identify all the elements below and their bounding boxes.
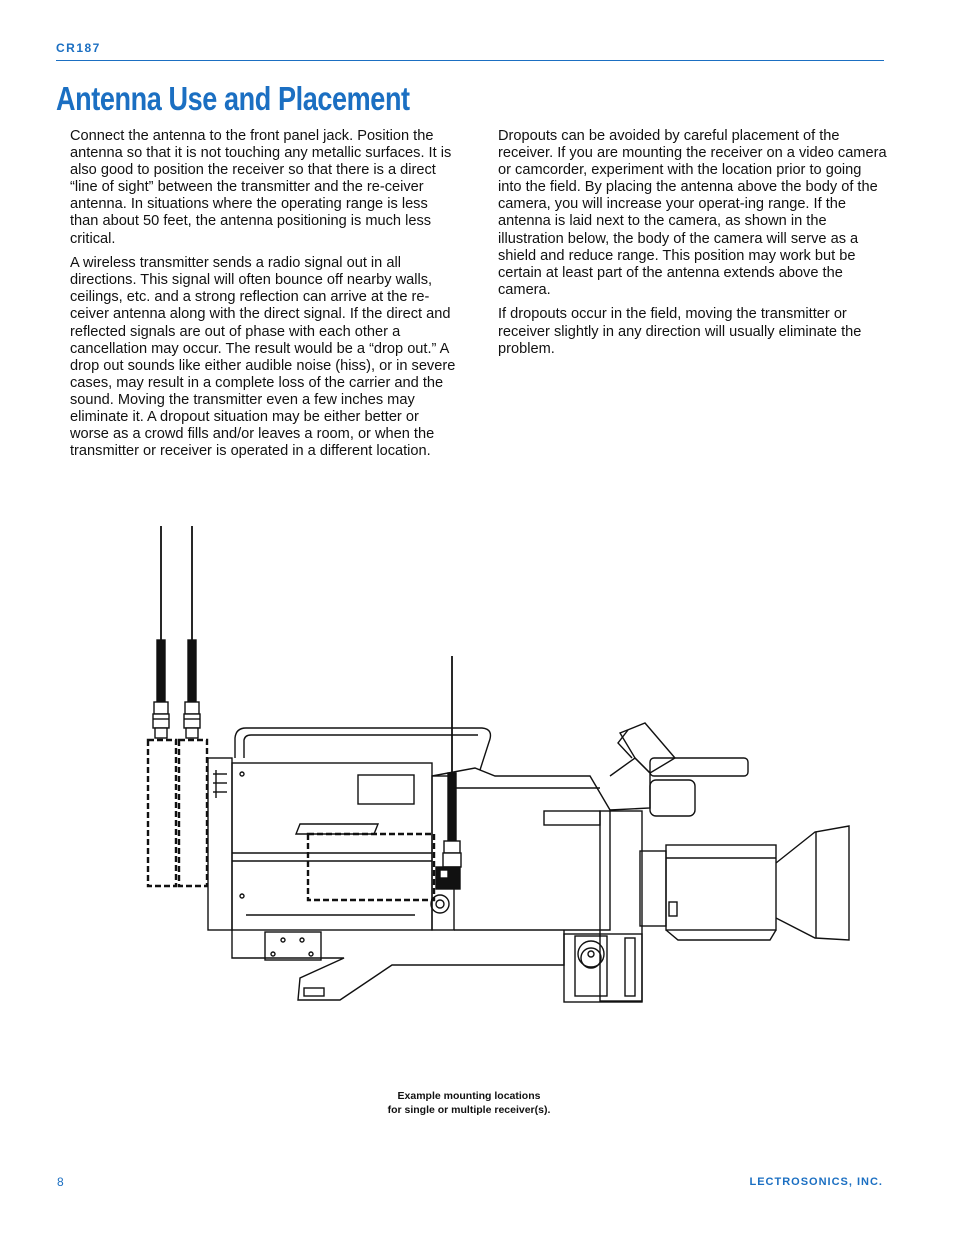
paragraph-field-dropouts: If dropouts occur in the field, moving the transmitter or receiver slightly in any direction will usually eliminate the problem. xyxy=(498,306,862,357)
paragraph-antenna-connection: Connect the antenna to the front panel jack. Position the antenna so that it is not touching any metallic surfaces. It is also good to position the receiver so that there is a direct “line of sight” between the transmitter and the re-ceiver antenna. In situations where the operating range is less than about 50 feet, the antenna positioning is much less critical. xyxy=(70,128,452,247)
figure-caption-line-1: Example mounting locations xyxy=(397,1090,541,1102)
header-divider xyxy=(56,60,884,61)
page-number: 8 xyxy=(57,1175,64,1189)
figure-caption xyxy=(344,1090,594,1117)
video-camera-drawing xyxy=(208,656,849,1002)
document-code: CR187 xyxy=(56,41,101,55)
left-text-column xyxy=(70,128,460,468)
receiver-antenna-2 xyxy=(184,526,200,738)
paragraph-signal-dropout: A wireless transmitter sends a radio signal out in all directions. This signal will often bounce off nearby walls, ceilings, etc. and a strong reflection can arrive at the re-ceiver antenna along with the direct signal. If the direct and reflected signals are out of phase with each other a cancellation may occur. The result would be a “drop out.” A drop out sounds like either audible noise (hiss), or in severe cases, may result in a complete loss of the carrier and the sound. Moving the transmitter even a few inches may eliminate it. A dropout situation may be either better or worse as a crowd fills and/or leaves a room, or when the transmitter or receiver is operated in a different location. xyxy=(70,255,456,460)
figure-caption-line-2: for single or multiple receiver(s). xyxy=(387,1103,551,1116)
paragraph-receiver-placement: Dropouts can be avoided by careful placement of the receiver. If you are mounting the receiver on a video camera or camcorder, experiment with the location prior to going into the field. By placing the antenna above the body of the camera, you will increase your operat-ing range. If the antenna is laid next to the camera, as shown in the illustration below, the body of the camera will serve as a shield and reduce range. This position may work but be certain at least part of the antenna extends above the camera. xyxy=(498,128,887,298)
receiver-outline-back-1 xyxy=(148,740,176,886)
receiver-outline-back-2 xyxy=(179,740,207,886)
right-text-column xyxy=(498,128,888,365)
company-name: LECTROSONICS, INC. xyxy=(749,1176,883,1188)
page-title: Antenna Use and Placement xyxy=(56,80,410,117)
receiver-antenna-1 xyxy=(153,526,169,738)
camera-mounting-illustration xyxy=(130,518,860,1116)
